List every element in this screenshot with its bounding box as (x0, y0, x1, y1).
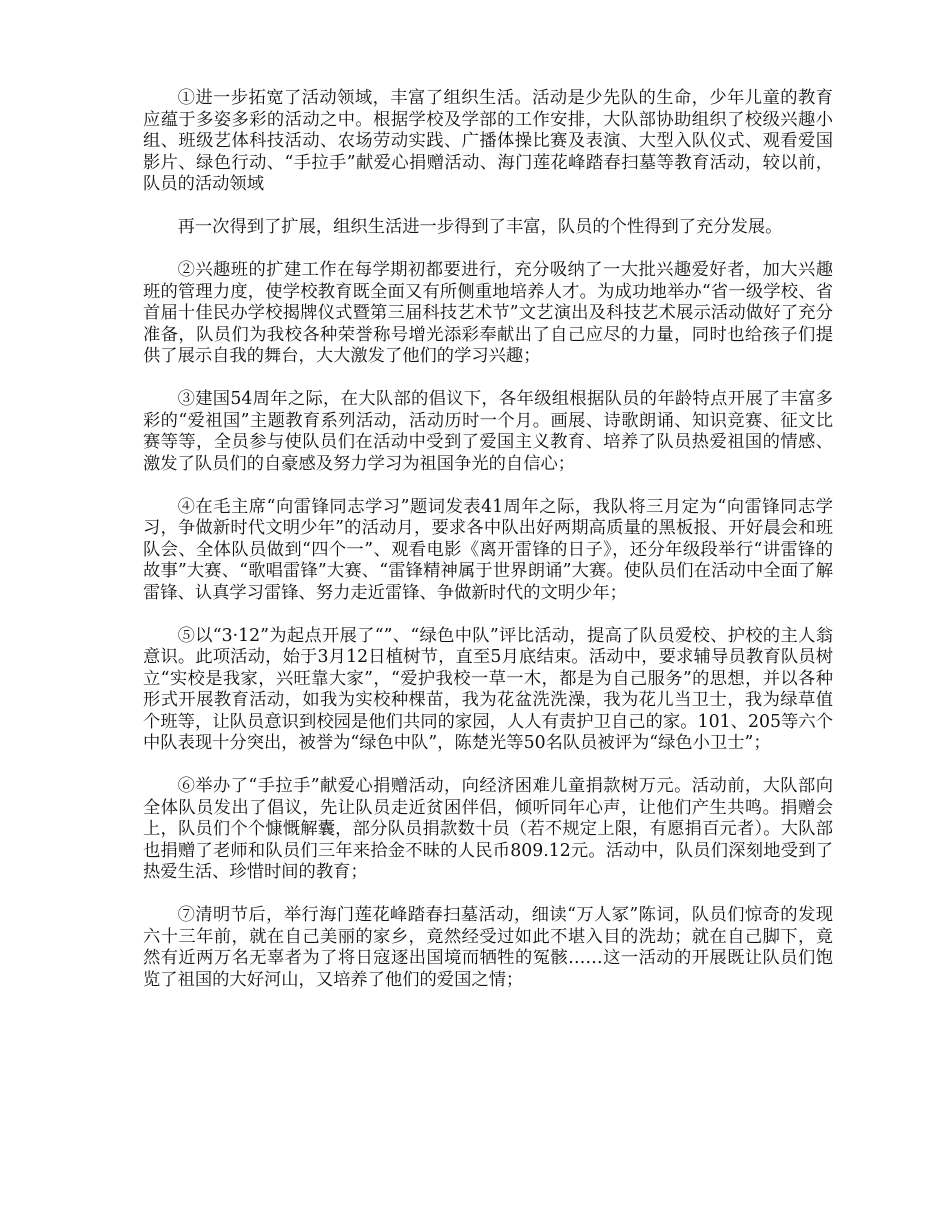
paragraph-5: ④在毛主席“向雷锋同志学习”题词发表41周年之际，我队将三月定为“向雷锋同志学习，争做新时代文明少年”的活动月，要求各中队出好两期高质量的黑板报、开好晨会和班队会、全体队员做到“四个一”、观看电影《离开雷锋的日子》，还分年级段举行“讲雷锋的故事”大赛、“歌唱雷锋”大赛、“雷锋精神属于世界朗诵”大赛。使队员们在活动中全面了解雷锋、认真学习雷锋、努力走近雷锋、争做新时代的文明少年； (143, 496, 833, 603)
paragraph-1: ①进一步拓宽了活动领域，丰富了组织生活。活动是少先队的生命，少年儿童的教育应蕴于多姿多彩的活动之中。根据学校及学部的工作安排，大队部协助组织了校级兴趣小组、班级艺体科技活动、农场劳动实践、广播体操比赛及表演、大型入队仪式、观看爱国影片、绿色行动、“手拉手”献爱心捐赠活动、海门莲花峰踏春扫墓等教育活动，较以前，队员的活动领域 (143, 88, 833, 194)
paragraph-8: ⑦清明节后，举行海门莲花峰踏春扫墓活动，细读“万人冢”陈词，队员们惊奇的发现六十三年前，就在自己美丽的家乡，竟然经受过如此不堪入目的洗劫；就在自己脚下，竟然有近两万名无辜者为了将日寇逐出国境而牺牲的冤骸……这一活动的开展既让队员们饱览了祖国的大好河山，又培养了他们的爱国之情； (143, 905, 833, 990)
paragraph-4: ③建国54周年之际，在大队部的倡议下，各年级组根据队员的年龄特点开展了丰富多彩的“爱祖国”主题教育系列活动，活动历时一个月。画展、诗歌朗诵、知识竞赛、征文比赛等等，全员参与使队员们在活动中受到了爱国主义教育、培养了队员热爱祖国的情感、激发了队员们的自豪感及努力学习为祖国争光的自信心； (143, 389, 833, 474)
paragraph-3: ②兴趣班的扩建工作在每学期初都要进行，充分吸纳了一大批兴趣爱好者，加大兴趣班的管理力度，使学校教育既全面又有所侧重地培养人才。为成功地举办“省一级学校、省首届十佳民办学校揭牌仪式暨第三届科技艺术节”文艺演出及科技艺术展示活动做好了充分准备，队员们为我校各种荣誉称号增光添彩奉献出了自己应尽的力量，同时也给孩子们提供了展示自我的舞台，大大激发了他们的学习兴趣； (143, 260, 833, 366)
paragraph-7: ⑥举办了“手拉手”献爱心捐赠活动，向经济困难儿童捐款树万元。活动前，大队部向全体队员发出了倡议，先让队员走近贫困伴侣，倾听同年心声，让他们产生共鸣。捐赠会上，队员们个个慷慨解囊，部分队员捐款数十员（若不规定上限，有愿捐百元者）。大队部也捐赠了老师和队员们三年来拾金不昧的人民币809.12元。活动中，队员们深刻地受到了热爱生活、珍惜时间的教育； (143, 776, 833, 882)
paragraph-2: 再一次得到了扩展，组织生活进一步得到了丰富，队员的个性得到了充分发展。 (177, 217, 783, 237)
paragraph-6: ⑤以“3·12”为起点开展了“”、“绿色中队”评比活动，提高了队员爱校、护校的主人翁意识。此项活动，始于3月12日植树节，直至5月底结束。活动中，要求辅导员教育队员树立“实校是我家，兴旺靠大家”，“爱护我校一草一木，都是为自己服务”的思想，并以各种形式开展教育活动，如我为实校种棵苗，我为花盆洗洗澡，我为花儿当卫士，我为绿草值个班等，让队员意识到校园是他们共同的家园，人人有责护卫自己的家。101、205等六个中队表现十分突出，被誉为“绿色中队”，陈楚光等50名队员被评为“绿色小卫士”； (143, 625, 833, 753)
document-page (143, 88, 833, 991)
